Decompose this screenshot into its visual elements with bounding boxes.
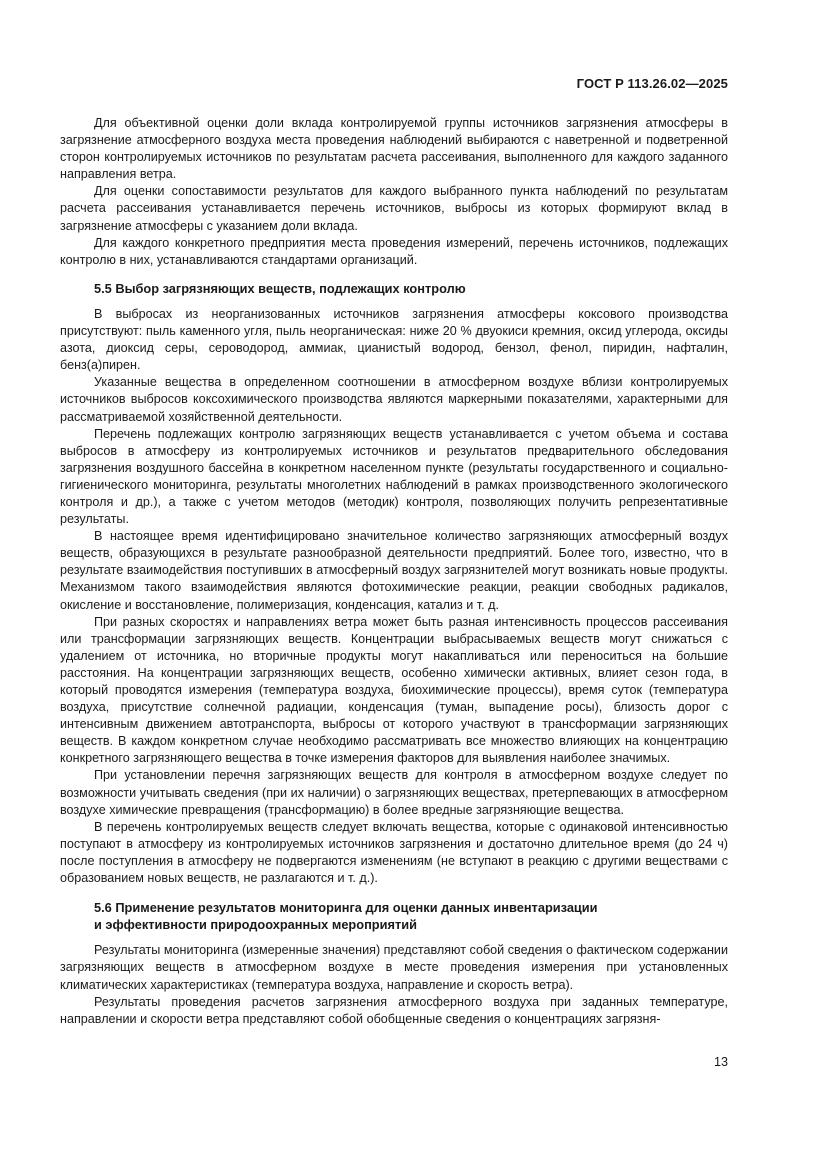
section-heading-5-6 — [60, 899, 728, 933]
paragraph: В перечень контролируемых веществ следует включать вещества, которые с одинаковой интенсивностью поступают в атмосферу из контролируемых источников загрязнения и достаточно длительное время (до 24 ч) после поступления в атмосферу не подвергаются изменениям (не вступают в реакцию с другими веществами с образованием новых веществ, не разлагаются и т. д.). — [60, 819, 728, 886]
paragraph: Результаты мониторинга (измеренные значения) представляют собой сведения о фактическом содержании загрязняющих веществ в атмосферном воздухе в месте проведения измерения при установленных климатических характеристиках (температура воздуха, направление и скорость ветра). — [60, 943, 728, 992]
paragraph: Перечень подлежащих контролю загрязняющих веществ устанавливается с учетом объема и состава выбросов в атмосферу из контролируемых источников и результатов предварительного обследования загрязнения воздушного бассейна в конкретном населенном пункте (результаты государственного и социально-гигиенического мониторинга, результаты многолетних наблюдений в рамках производственного экологического контроля и др.), а также с учетом методов (методик) контроля, позволяющих получить репрезентативные результаты. — [60, 426, 728, 527]
paragraph: Указанные вещества в определенном соотношении в атмосферном воздухе вблизи контролируемых источников выбросов коксохимического производства являются маркерными показателями, характерными для рассматриваемой хозяйственной деятельности. — [60, 375, 728, 424]
paragraph: При разных скоростях и направлениях ветра может быть разная интенсивность процессов рассеивания или трансформации загрязняющих веществ. Концентрации выбрасываемых веществ могут снижаться с удалением от источника, но вторичные продукты могут накапливаться или переноситься на большие расстояния. На концентрации загрязняющих веществ, особенно химически активных, влияет сезон года, в который проводятся измерения (температура воздуха, биохимические процессы), время суток (температура воздуха, присутствие солнечной радиации, конденсация (туман, выпадение росы), близость дорог с интенсивным движением автотранспорта, выбросы от которого участвуют в трансформации загрязняющих веществ. В каждом конкретном случае необходимо рассматривать все множество влияющих на концентрацию конкретного загрязняющего вещества в точке измерения факторов для выявления наиболее значимых. — [60, 614, 728, 766]
paragraph: Для объективной оценки доли вклада контролируемой группы источников загрязнения атмосферы в загрязнение атмосферного воздуха места проведения наблюдений выбираются с наветренной и подветренной сторон контролируемых источников по результатам расчета рассеивания, выполненного для каждого заданного направления ветра. — [60, 116, 728, 182]
paragraph: При установлении перечня загрязняющих веществ для контроля в атмосферном воздухе следует по возможности учитывать сведения (при их наличии) о загрязняющих веществах, претерпевающих в атмосферном воздухе химические превращения (трансформацию) в более вредные загрязняющие вещества. — [60, 768, 728, 817]
page-number: 13 — [713, 1055, 728, 1069]
section-heading-5-6-line1: 5.6 Применение результатов мониторинга для оценки данных инвентаризации — [94, 900, 598, 916]
section-heading-5-5: 5.5 Выбор загрязняющих веществ, подлежащих контролю — [94, 280, 466, 296]
paragraph: Результаты проведения расчетов загрязнения атмосферного воздуха при заданных температуре, направлении и скорости ветра представляют собой обобщенные сведения о концентрациях загрязня- — [60, 994, 728, 1026]
section-heading-5-6-line2: и эффективности природоохранных мероприятий — [94, 917, 417, 933]
paragraph: В выбросах из неорганизованных источников загрязнения атмосферы коксового производства присутствуют: пыль каменного угля, пыль неорганическая: ниже 20 % двуокиси кремния, оксид углерода, оксиды азота, диоксид серы, сероводород, аммиак, цианистый водород, бензол, фенол, пиридин, нафталин, бенз(а)пирен. — [60, 306, 728, 373]
paragraph: Для каждого конкретного предприятия места проведения измерений, перечень источников, подлежащих контролю в них, устанавливаются стандартами организаций. — [60, 235, 728, 267]
paragraph: В настоящее время идентифицировано значительное количество загрязняющих атмосферный воздух веществ, образующихся в результате разнообразной деятельности предприятий. Более того, известно, что в результате взаимодействия поступивших в атмосферный воздух загрязнителей могут возникать новые продукты. Механизмом такого взаимодействия являются фотохимические реакции, реакции свободных радикалов, окисление и восстановление, полимеризация, конденсация, катализ и т. д. — [60, 529, 728, 612]
document-id-header: ГОСТ Р 113.26.02—2025 — [576, 76, 728, 91]
page-body — [60, 115, 728, 1028]
paragraph: Для оценки сопоставимости результатов для каждого выбранного пункта наблюдений по результатам расчета рассеивания устанавливается перечень источников, выбросы из которых формируют вклад в загрязнение атмосферы с указанием доли вклада. — [60, 184, 728, 233]
